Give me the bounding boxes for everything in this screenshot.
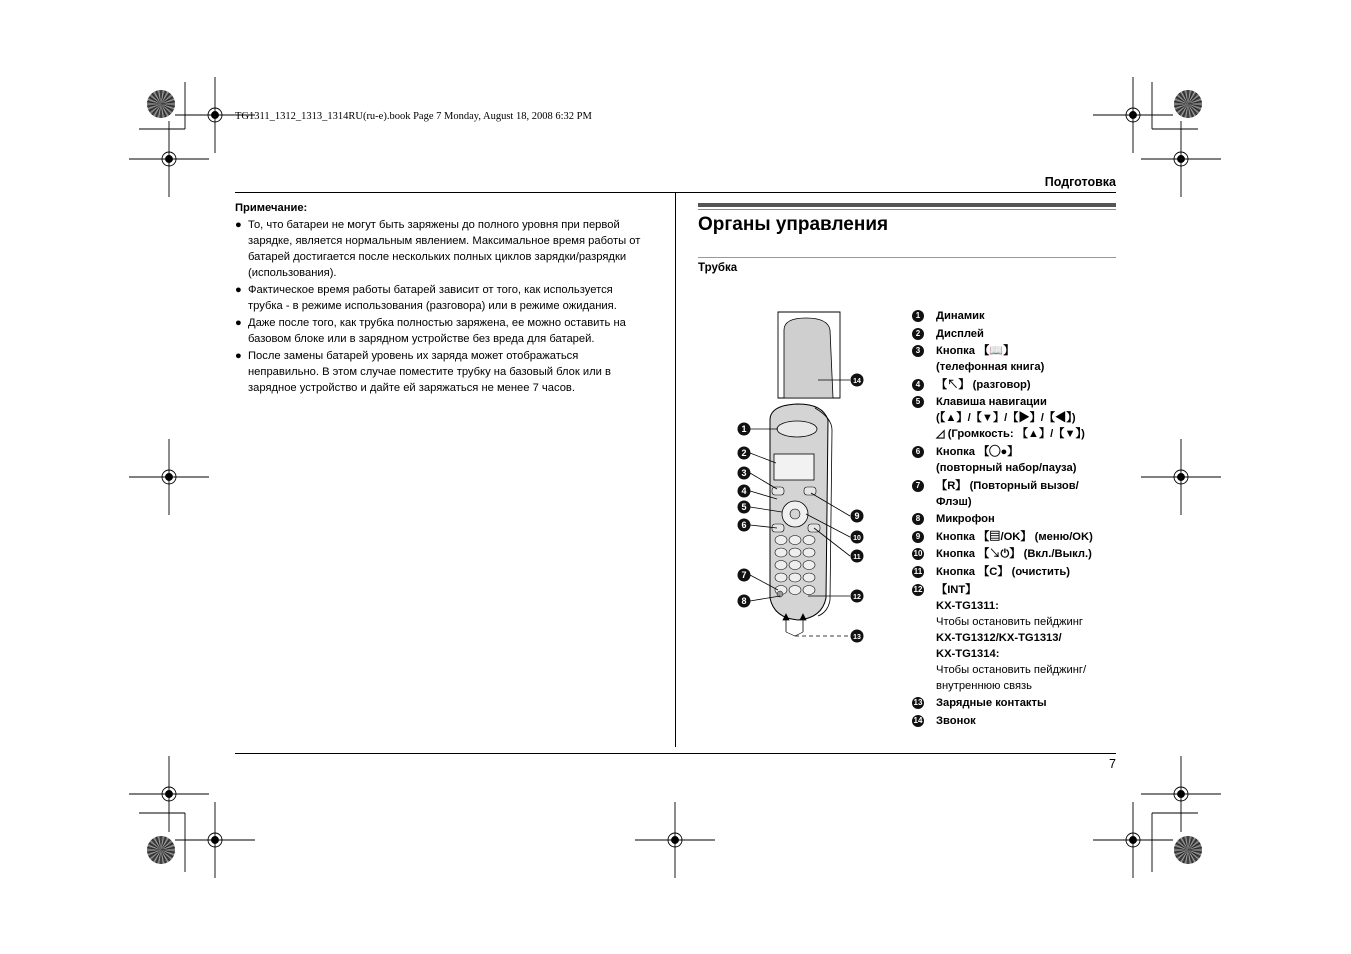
bullet-icon: ● <box>235 350 242 362</box>
callout-number: 1 <box>741 424 747 434</box>
keypad-key <box>775 536 787 545</box>
file-info-header: TG1311_1312_1313_1314RU(ru-e).book Page 7 Monday, August 18, 2008 6:32 PM <box>235 111 592 122</box>
legend-text: Чтобы остановить пейджинг <box>936 615 1083 628</box>
note-line: неправильно. В этом случае поместите трубку на базовый блок или в <box>248 366 611 378</box>
legend-text: (повторный набор/пауза) <box>936 461 1077 474</box>
legend-number-badge: 6 <box>912 446 924 458</box>
legend-item <box>912 308 1112 324</box>
note-line: базовом блоке или в зарядном устройстве без вреда для батарей. <box>248 333 595 345</box>
legend-number-badge: 1 <box>912 310 924 322</box>
note-line: (использования). <box>248 267 337 279</box>
legend-item <box>912 377 1112 393</box>
keypad-key <box>803 586 815 595</box>
keypad-key <box>775 573 787 582</box>
legend-number-badge: 4 <box>912 379 924 391</box>
note-line: После замены батарей уровень их заряда может отображаться <box>248 350 579 362</box>
legend-item <box>912 582 1112 694</box>
note-title: Примечание: <box>235 202 308 214</box>
note-line: зарядное устройство и дайте ей заряжаться не менее 7 часов. <box>248 382 575 394</box>
keypad-key <box>803 573 815 582</box>
legend-item <box>912 529 1112 545</box>
callout-number: 14 <box>853 378 861 385</box>
legend-number-badge: 7 <box>912 480 924 492</box>
legend-number-badge: 12 <box>913 584 923 594</box>
legend-text: (【▲】/【▼】/【▶】/【◀】) <box>936 412 1076 425</box>
legend-text: Чтобы остановить пейджинг/ <box>936 663 1087 676</box>
page-number: 7 <box>1109 757 1116 771</box>
note-line: Фактическое время работы батарей зависит от того, как используется <box>248 284 613 296</box>
legend-text: ◿ (Громкость: 【▲】/【▼】) <box>936 428 1085 441</box>
page-title: Органы управления <box>698 214 889 235</box>
legend-text: KX-TG1314: <box>936 647 1000 660</box>
keypad-key <box>775 561 787 570</box>
legend-text: 【R】 (Повторный вызов/Флэш) <box>936 479 1079 508</box>
keypad-key <box>789 561 801 570</box>
callout-number: 4 <box>741 486 747 496</box>
legend-text: (телефонная книга) <box>936 361 1045 374</box>
keypad-key <box>789 573 801 582</box>
callout-number: 6 <box>741 520 747 530</box>
legend-text: Динамик <box>936 310 985 322</box>
legend-text: Кнопка 【▤/OK】 (меню/OK) <box>936 530 1093 543</box>
keypad-key <box>775 548 787 557</box>
note-line: То, что батареи не могут быть заряжены до полного уровня при первой <box>248 219 620 231</box>
legend-number-badge: 2 <box>912 328 924 340</box>
legend-number-badge: 5 <box>912 396 924 408</box>
legend-text: внутреннюю связь <box>936 679 1032 692</box>
keypad-key <box>803 548 815 557</box>
antenna <box>784 318 833 398</box>
legend-text: 【↖】 (разговор) <box>936 378 1031 391</box>
bullet-icon: ● <box>235 219 242 231</box>
legend-item <box>912 444 1112 476</box>
keypad-key <box>789 536 801 545</box>
callout-number: 8 <box>741 596 747 606</box>
legend-text: Микрофон <box>936 513 995 526</box>
legend-text: Клавиша навигации <box>936 396 1047 409</box>
legend-text: Кнопка 【◯●】 <box>936 445 1019 458</box>
legend-number-badge: 3 <box>912 345 924 357</box>
legend-number-badge: 9 <box>912 531 924 543</box>
display-screen <box>774 454 814 480</box>
keypad-key <box>789 548 801 557</box>
legend-number-badge: 13 <box>913 698 923 708</box>
legend-item <box>912 564 1112 580</box>
note-line: батарей достигается после нескольких полных циклов зарядки/разрядки <box>248 251 627 263</box>
legend-text: Кнопка 【↘⏻】 (Вкл./Выкл.) <box>936 548 1092 561</box>
legend-text: 【INT】 <box>936 583 977 596</box>
keypad-key <box>789 586 801 595</box>
legend-text: Дисплей <box>936 327 984 340</box>
legend-text: Звонок <box>936 714 976 727</box>
legend-item <box>912 478 1112 510</box>
legend-number-badge: 14 <box>913 715 923 725</box>
note-line: зарядке, является нормальным явлением. Максимальное время работы от <box>248 235 641 247</box>
note-line: Даже после того, как трубка полностью заряжена, ее можно оставить на <box>248 317 626 329</box>
legend-number-badge: 10 <box>913 549 923 559</box>
speaker <box>777 421 817 437</box>
legend-text: KX-TG1311: <box>936 599 999 612</box>
legend-item <box>912 511 1112 527</box>
legend-item <box>912 695 1112 711</box>
callout-number: 12 <box>853 594 861 601</box>
legend-text: Кнопка 【C】 (очистить) <box>936 565 1070 578</box>
note-line: трубка - в режиме использования (разговора) или в режиме ожидания. <box>248 300 617 312</box>
legend-item <box>912 343 1112 375</box>
legend-text: Зарядные контакты <box>936 697 1047 710</box>
legend-number-badge: 11 <box>913 566 923 576</box>
keypad <box>775 536 815 595</box>
callout-number: 13 <box>853 634 861 641</box>
callout-number: 5 <box>741 502 747 512</box>
bullet-icon: ● <box>235 317 242 329</box>
subsection-title: Трубка <box>698 262 738 274</box>
parts-legend <box>912 308 1112 730</box>
legend-number-badge: 8 <box>912 513 924 525</box>
keypad-key <box>803 536 815 545</box>
legend-item <box>912 394 1112 442</box>
callout-number: 10 <box>853 535 861 542</box>
callout-number: 3 <box>741 468 747 478</box>
section-header: Подготовка <box>1044 175 1116 189</box>
legend-text: KX-TG1312/KX-TG1313/ <box>936 631 1062 644</box>
legend-item <box>912 326 1112 342</box>
keypad-key <box>803 561 815 570</box>
callout-number: 9 <box>854 511 860 521</box>
callout-number: 2 <box>741 448 747 458</box>
legend-item <box>912 713 1112 729</box>
callout-number: 7 <box>741 570 747 580</box>
callout-number: 11 <box>853 554 861 561</box>
legend-text: Кнопка 【📖】 <box>936 345 1015 358</box>
legend-item <box>912 546 1112 562</box>
bullet-icon: ● <box>235 284 242 296</box>
